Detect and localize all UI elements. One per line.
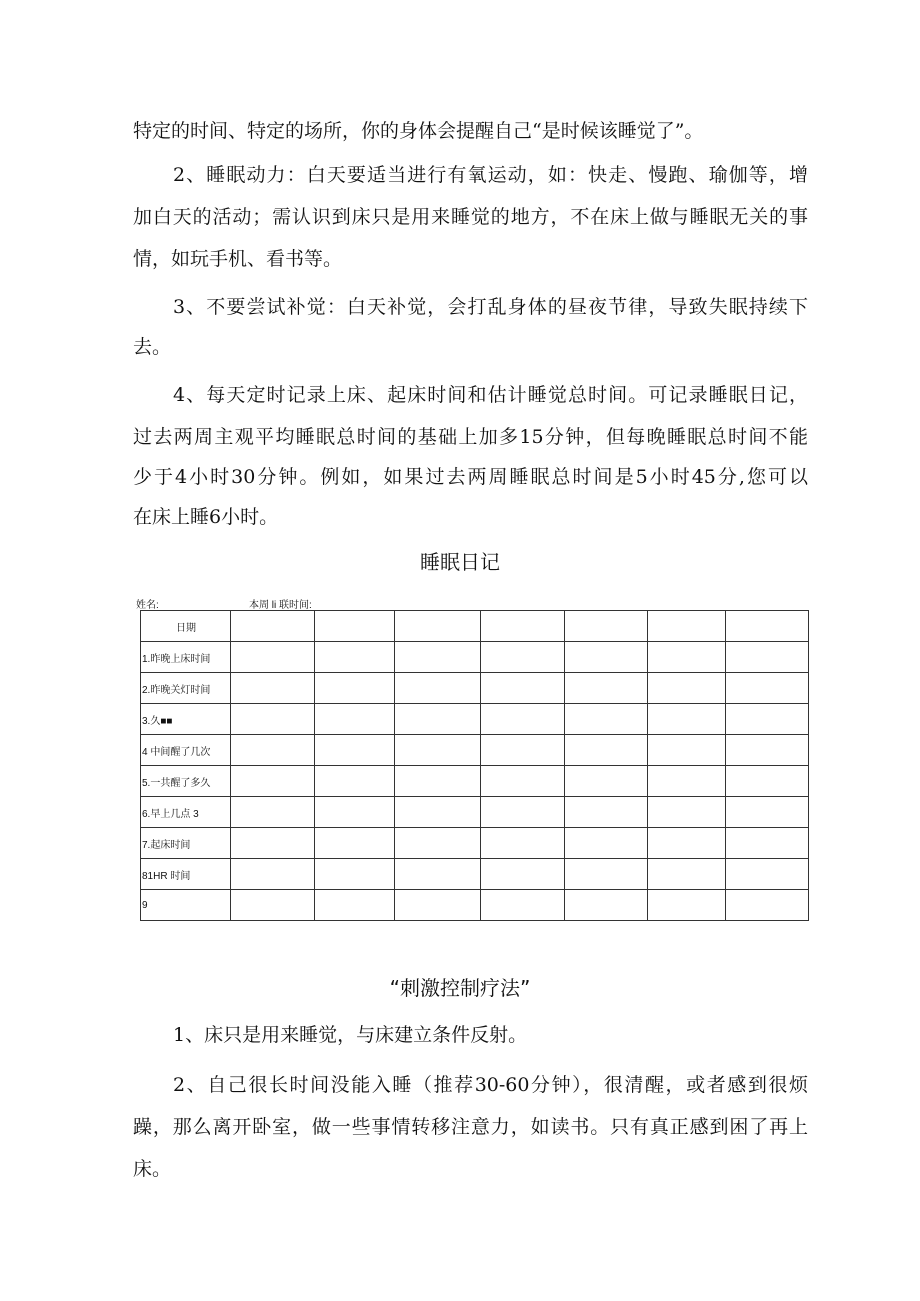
table-cell: [648, 828, 726, 859]
table-cell: [565, 797, 648, 828]
text-line: 躁，那么离开卧室，做一些事情转移注意力，如读书。只有真正感到困了再上: [133, 1116, 808, 1138]
row-label: 3.久■■: [141, 704, 231, 735]
table-cell: [481, 704, 565, 735]
table-cell: [565, 704, 648, 735]
table-cell: [726, 766, 809, 797]
table-cell: [648, 890, 726, 921]
table-cell: [231, 735, 315, 766]
table-cell: [231, 828, 315, 859]
table-cell: [481, 766, 565, 797]
table-cell: [395, 611, 481, 642]
table-row: [141, 890, 809, 921]
text-line: 特定的时间、特定的场所，你的身体会提醒自己“是时候该睡觉了”。: [133, 120, 704, 142]
table-cell: [726, 735, 809, 766]
table-cell: [565, 859, 648, 890]
table-cell: [726, 828, 809, 859]
row-label: 2.昨晚关灯时间: [141, 673, 231, 704]
table-cell: [726, 704, 809, 735]
row-label: 81HR 时间: [141, 859, 231, 890]
table-cell: [315, 611, 395, 642]
table-cell: [315, 797, 395, 828]
text-line: 情，如玩手机、看书等。: [133, 248, 343, 270]
table-cell: [315, 642, 395, 673]
text-line: 过去两周主观平均睡眠总时间的基础上加多15分钟，但每晚睡眠总时间不能: [133, 426, 808, 448]
table-cell: [481, 797, 565, 828]
table-cell: [315, 704, 395, 735]
table-cell: [315, 766, 395, 797]
table-cell: [315, 828, 395, 859]
sleep-diary-table: [140, 610, 809, 921]
table-cell: [481, 828, 565, 859]
row-label: 4 中间醒了几次: [141, 735, 231, 766]
table-cell: [726, 611, 809, 642]
table-cell: [231, 859, 315, 890]
table-row: [141, 642, 809, 673]
table-cell: [395, 673, 481, 704]
table-cell: [481, 642, 565, 673]
table-cell: [231, 611, 315, 642]
table-cell: [481, 611, 565, 642]
table-cell: [565, 673, 648, 704]
table-cell: [565, 890, 648, 921]
table-row: [141, 859, 809, 890]
table-cell: [395, 797, 481, 828]
table-cell: [648, 797, 726, 828]
table-cell: [648, 766, 726, 797]
row-label: 1.昨晚上床时间: [141, 642, 231, 673]
table-cell: [648, 642, 726, 673]
table-cell: [565, 611, 648, 642]
table-cell: [395, 890, 481, 921]
table-cell: [395, 766, 481, 797]
row-label: 6.早上几点 3: [141, 797, 231, 828]
row-label: 9: [141, 890, 231, 921]
table-cell: [481, 890, 565, 921]
table-cell: [395, 735, 481, 766]
table-cell: [648, 735, 726, 766]
table-cell: [726, 642, 809, 673]
text-line: 2、睡眠动力：白天要适当进行有氧运动，如：快走、慢跑、瑜伽等，增: [173, 164, 808, 186]
table-cell: [395, 704, 481, 735]
table-cell: [231, 890, 315, 921]
table-cell: [565, 642, 648, 673]
table-row: [141, 766, 809, 797]
name-label: 姓名:: [136, 600, 159, 611]
table-row: [141, 735, 809, 766]
table-cell: [231, 704, 315, 735]
table-cell: [726, 673, 809, 704]
table-cell: [481, 859, 565, 890]
table-cell: [231, 642, 315, 673]
diary-title: 睡眠日记: [420, 550, 500, 574]
week-label: 本周 li 联时间:: [249, 600, 312, 611]
table-cell: [315, 890, 395, 921]
section-title: “刺激控制疗法”: [389, 976, 531, 1000]
table-cell: [648, 704, 726, 735]
table-cell: [726, 859, 809, 890]
text-line: 3、不要尝试补觉：白天补觉，会打乱身体的昼夜节律，导致失眠持续下: [173, 296, 808, 318]
table-row: [141, 797, 809, 828]
table-cell: [565, 735, 648, 766]
table-cell: [315, 859, 395, 890]
table-cell: [726, 890, 809, 921]
table-cell: [395, 859, 481, 890]
row-label: 日期: [141, 611, 231, 642]
table-cell: [315, 735, 395, 766]
table-row: [141, 611, 809, 642]
text-line: 在床上睡6小时。: [133, 506, 279, 528]
text-line: 1、床只是用来睡觉，与床建立条件反射。: [173, 1024, 528, 1046]
row-label: 7.起床时间: [141, 828, 231, 859]
table-row: [141, 828, 809, 859]
table-cell: [231, 673, 315, 704]
text-line: 去。: [133, 336, 172, 358]
table-cell: [231, 766, 315, 797]
table-cell: [395, 828, 481, 859]
table-cell: [565, 828, 648, 859]
text-line: 少于4小时30分钟。例如，如果过去两周睡眠总时间是5小时45分,您可以: [133, 466, 808, 488]
row-label: 5.一共醒了多久: [141, 766, 231, 797]
table-row: [141, 704, 809, 735]
text-line: 4、每天定时记录上床、起床时间和估计睡觉总时间。可记录睡眠日记，: [173, 384, 808, 406]
table-cell: [565, 766, 648, 797]
table-cell: [395, 642, 481, 673]
table-cell: [726, 797, 809, 828]
text-line: 加白天的活动；需认识到床只是用来睡觉的地方，不在床上做与睡眠无关的事: [133, 206, 808, 228]
table-cell: [648, 859, 726, 890]
table-cell: [315, 673, 395, 704]
table-cell: [481, 673, 565, 704]
table-row: [141, 673, 809, 704]
text-line: 床。: [133, 1158, 172, 1180]
table-cell: [481, 735, 565, 766]
table-cell: [648, 611, 726, 642]
text-line: 2、自己很长时间没能入睡（推荐30-60分钟），很清醒，或者感到很烦: [173, 1074, 808, 1096]
table-cell: [231, 797, 315, 828]
table-cell: [648, 673, 726, 704]
